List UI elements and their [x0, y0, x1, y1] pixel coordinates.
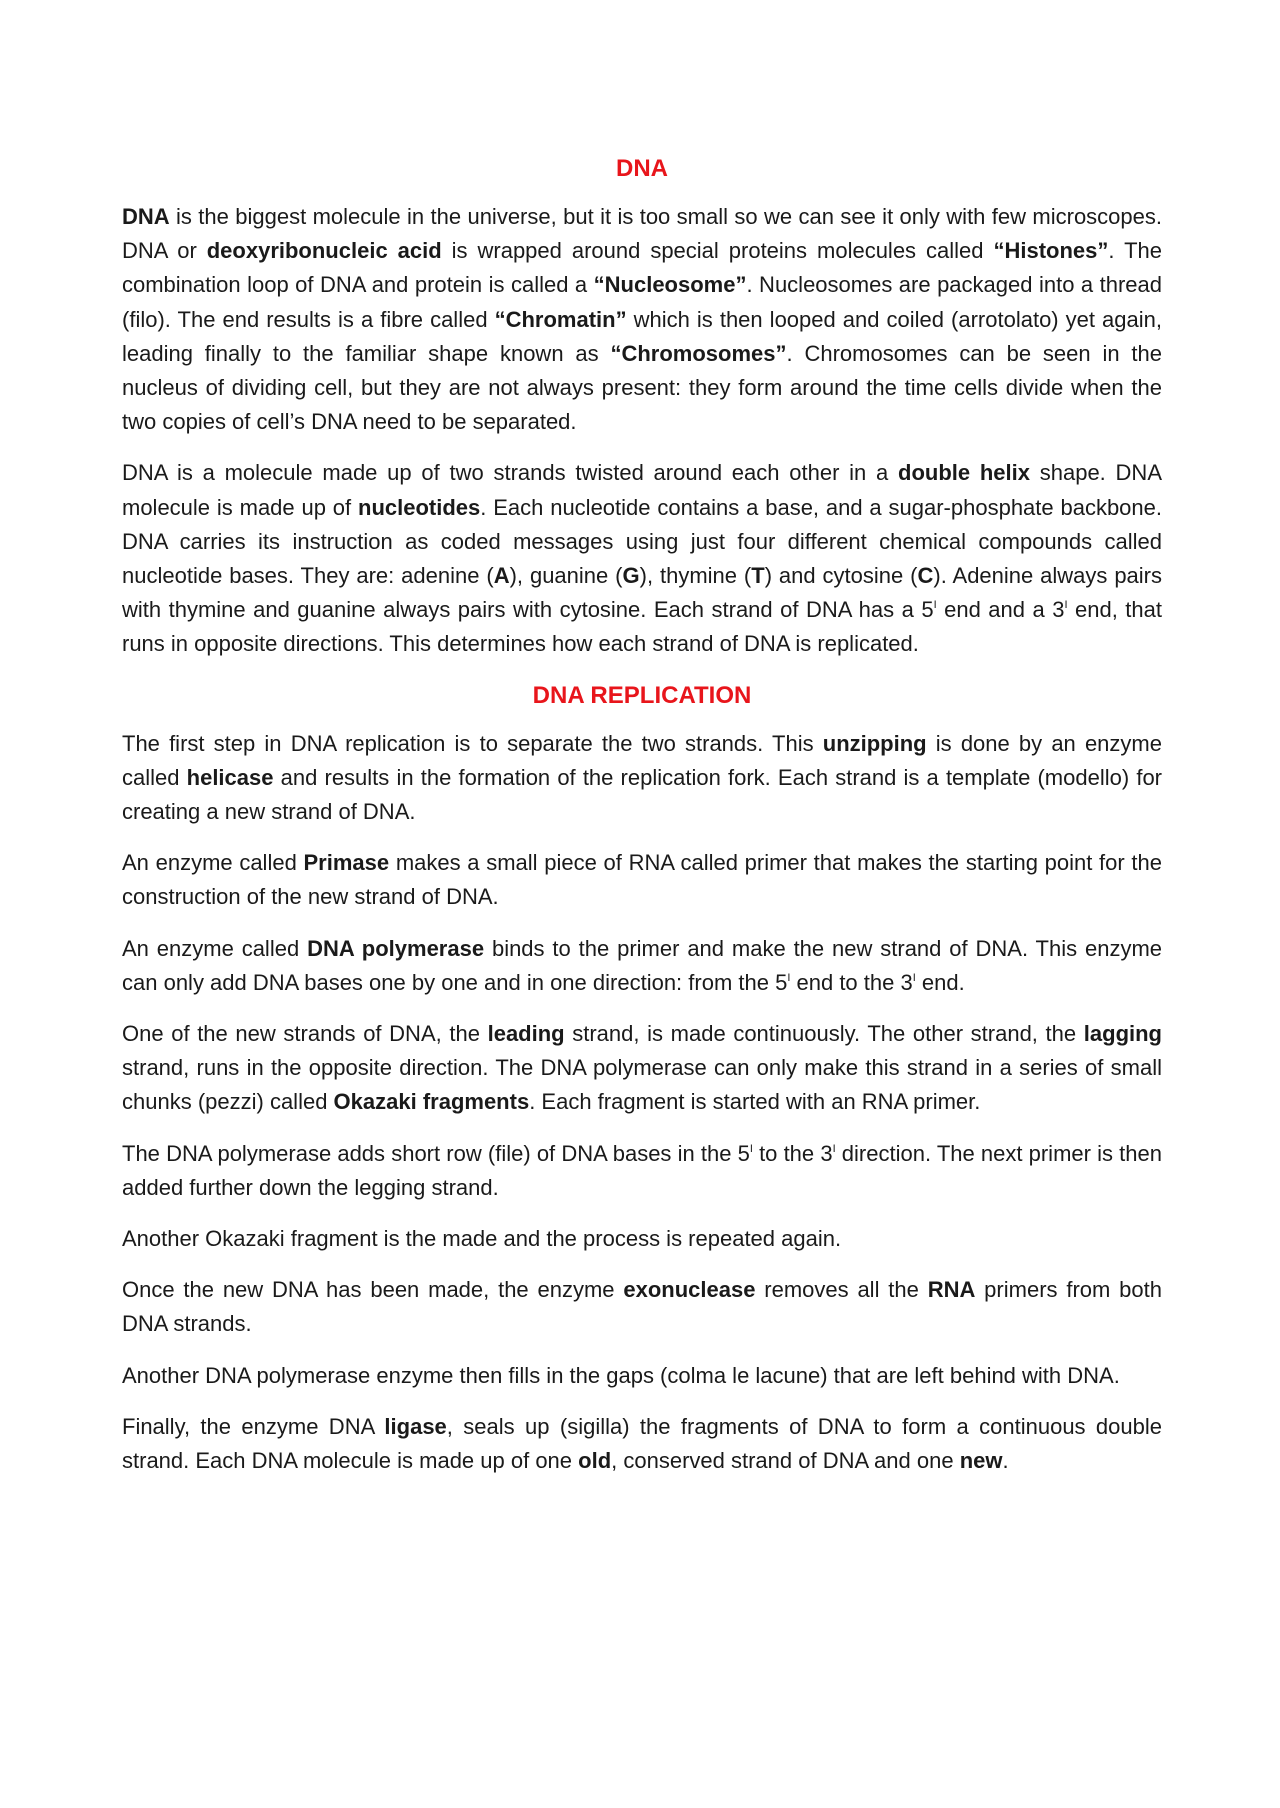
- paragraph: [122, 1410, 1162, 1478]
- text-run: end to the 3: [790, 969, 913, 995]
- text-run: Another DNA polymerase enzyme then fills in the gaps (colma le lacune) that are left behind with DNA.: [122, 1362, 1120, 1388]
- text-run: direction. The next primer is then added further down the legging strand.: [122, 1140, 1162, 1200]
- document-page: [122, 152, 1162, 1495]
- bold-term: C: [917, 563, 934, 589]
- text-run: Finally, the enzyme DNA: [122, 1413, 385, 1439]
- bold-term: “Chromatin”: [494, 306, 627, 332]
- text-run: makes a small piece of RNA called primer that makes the starting point for the construction of the new strand of DNA.: [122, 850, 1163, 910]
- bold-term: new: [959, 1448, 1003, 1474]
- text-run: . Each nucleotide contains a base, and a sugar-phosphate backbone. DNA carries its instruction as coded messages using just four different chemical compounds called nucleotide bases. They are: adenine (: [122, 494, 1163, 589]
- text-run: . The combination loop of DNA and protein is called a: [122, 238, 1162, 298]
- bold-term: nucleotides: [358, 494, 481, 520]
- section-title-dna-replication: DNA REPLICATION: [532, 681, 752, 709]
- text-run: . Each fragment is started with an RNA primer.: [529, 1089, 981, 1115]
- bold-term: “Nucleosome”: [593, 272, 747, 298]
- prime-mark: I: [933, 599, 937, 612]
- text-run: One of the new strands of DNA, the: [122, 1021, 488, 1047]
- text-run: An enzyme called: [122, 935, 308, 961]
- paragraph: [122, 200, 1162, 439]
- text-run: , seals up (sigilla) the fragments of DNA to form a continuous double strand. Each DNA molecule is made up of one: [122, 1413, 1162, 1474]
- bold-term: “Histones”: [993, 238, 1109, 264]
- bold-term: Okazaki fragments: [333, 1089, 530, 1115]
- paragraph: [122, 1137, 1162, 1205]
- bold-term: helicase: [186, 764, 274, 790]
- bold-term: DNA: [122, 204, 170, 229]
- text-run: removes all the: [755, 1277, 928, 1303]
- bold-term: old: [578, 1448, 612, 1474]
- text-run: and results in the formation of the replication fork. Each strand is a template (modello) for creating a new strand of DNA.: [122, 764, 1162, 825]
- prime-mark: I: [912, 971, 916, 984]
- bold-term: double helix: [898, 460, 1030, 486]
- paragraph: [122, 1222, 1162, 1256]
- text-run: which is then looped and coiled (arrotolato) yet again, leading finally to the familiar shape known as: [122, 306, 1162, 366]
- text-run: . Nucleosomes are packaged into a thread (filo). The end results is a fibre called: [122, 272, 1162, 332]
- text-run: is the biggest molecule in the universe, but it is too small so we can see it only with few microscopes. DNA or: [122, 204, 1162, 264]
- paragraph: [122, 846, 1162, 914]
- paragraph: [122, 456, 1162, 661]
- text-run: is wrapped around special proteins molecules called: [441, 238, 994, 264]
- text-run: The first step in DNA replication is to separate the two strands. This: [122, 730, 823, 756]
- bold-term: G: [622, 563, 640, 589]
- text-run: strand, is made continuously. The other strand, the: [564, 1021, 1084, 1047]
- bold-term: DNA polymerase: [307, 935, 485, 961]
- prime-mark: I: [787, 971, 791, 984]
- text-run: primers from both DNA strands.: [122, 1277, 1162, 1337]
- bold-term: ligase: [384, 1413, 447, 1439]
- text-run: .: [1002, 1448, 1009, 1474]
- bold-term: “Chromosomes”: [610, 340, 787, 366]
- text-run: ), guanine (: [509, 563, 623, 589]
- bold-term: deoxyribonucleic acid: [206, 238, 442, 264]
- prime-mark: I: [832, 1142, 836, 1155]
- section-title-dna: DNA: [616, 155, 668, 182]
- text-run: Once the new DNA has been made, the enzyme: [122, 1277, 624, 1303]
- text-run: end and a 3: [936, 597, 1065, 623]
- bold-term: lagging: [1083, 1021, 1162, 1047]
- text-run: The DNA polymerase adds short row (file) of DNA bases in the 5: [122, 1140, 750, 1166]
- text-run: binds to the primer and make the new strand of DNA. This enzyme can only add DNA bases one by one and in one direction: from the 5: [122, 935, 1163, 995]
- bold-term: Primase: [303, 850, 390, 876]
- prime-mark: I: [749, 1142, 753, 1155]
- paragraph: [122, 1273, 1162, 1341]
- paragraph: [122, 1017, 1162, 1120]
- prime-mark: I: [1064, 599, 1068, 612]
- bold-term: T: [751, 563, 765, 589]
- text-run: DNA is a molecule made up of two strands twisted around each other in a: [122, 460, 899, 486]
- text-run: . Chromosomes can be seen in the nucleus of dividing cell, but they are not always present: they form around the time cells divide when the two copies of cell’s DNA need to be separated.: [122, 340, 1162, 435]
- paragraph: [122, 1359, 1162, 1393]
- text-run: ) and cytosine (: [764, 563, 918, 589]
- text-run: end, that runs in opposite directions. This determines how each strand of DNA is replicated.: [122, 597, 1162, 657]
- bold-term: leading: [487, 1021, 565, 1047]
- text-run: ), thymine (: [639, 563, 752, 589]
- text-run: An enzyme called: [122, 850, 304, 876]
- text-run: is done by an enzyme called: [122, 730, 1162, 790]
- paragraph: [122, 932, 1162, 1000]
- paragraph: [122, 727, 1162, 830]
- bold-term: unzipping: [822, 730, 927, 756]
- text-run: , conserved strand of DNA and one: [611, 1448, 960, 1474]
- text-run: ). Adenine always pairs with thymine and guanine always pairs with cytosine. Each strand of DNA has a 5: [122, 563, 1163, 623]
- text-run: end.: [915, 969, 965, 995]
- text-run: strand, runs in the opposite direction. The DNA polymerase can only make this strand in a series of small chunks (pezzi) called: [122, 1055, 1162, 1115]
- bold-term: RNA: [927, 1277, 976, 1303]
- text-run: to the 3: [752, 1140, 833, 1166]
- bold-term: exonuclease: [623, 1277, 756, 1303]
- text-run: shape. DNA molecule is made up of: [122, 460, 1162, 520]
- text-run: Another Okazaki fragment is the made and the process is repeated again.: [122, 1226, 842, 1252]
- bold-term: A: [493, 563, 510, 589]
